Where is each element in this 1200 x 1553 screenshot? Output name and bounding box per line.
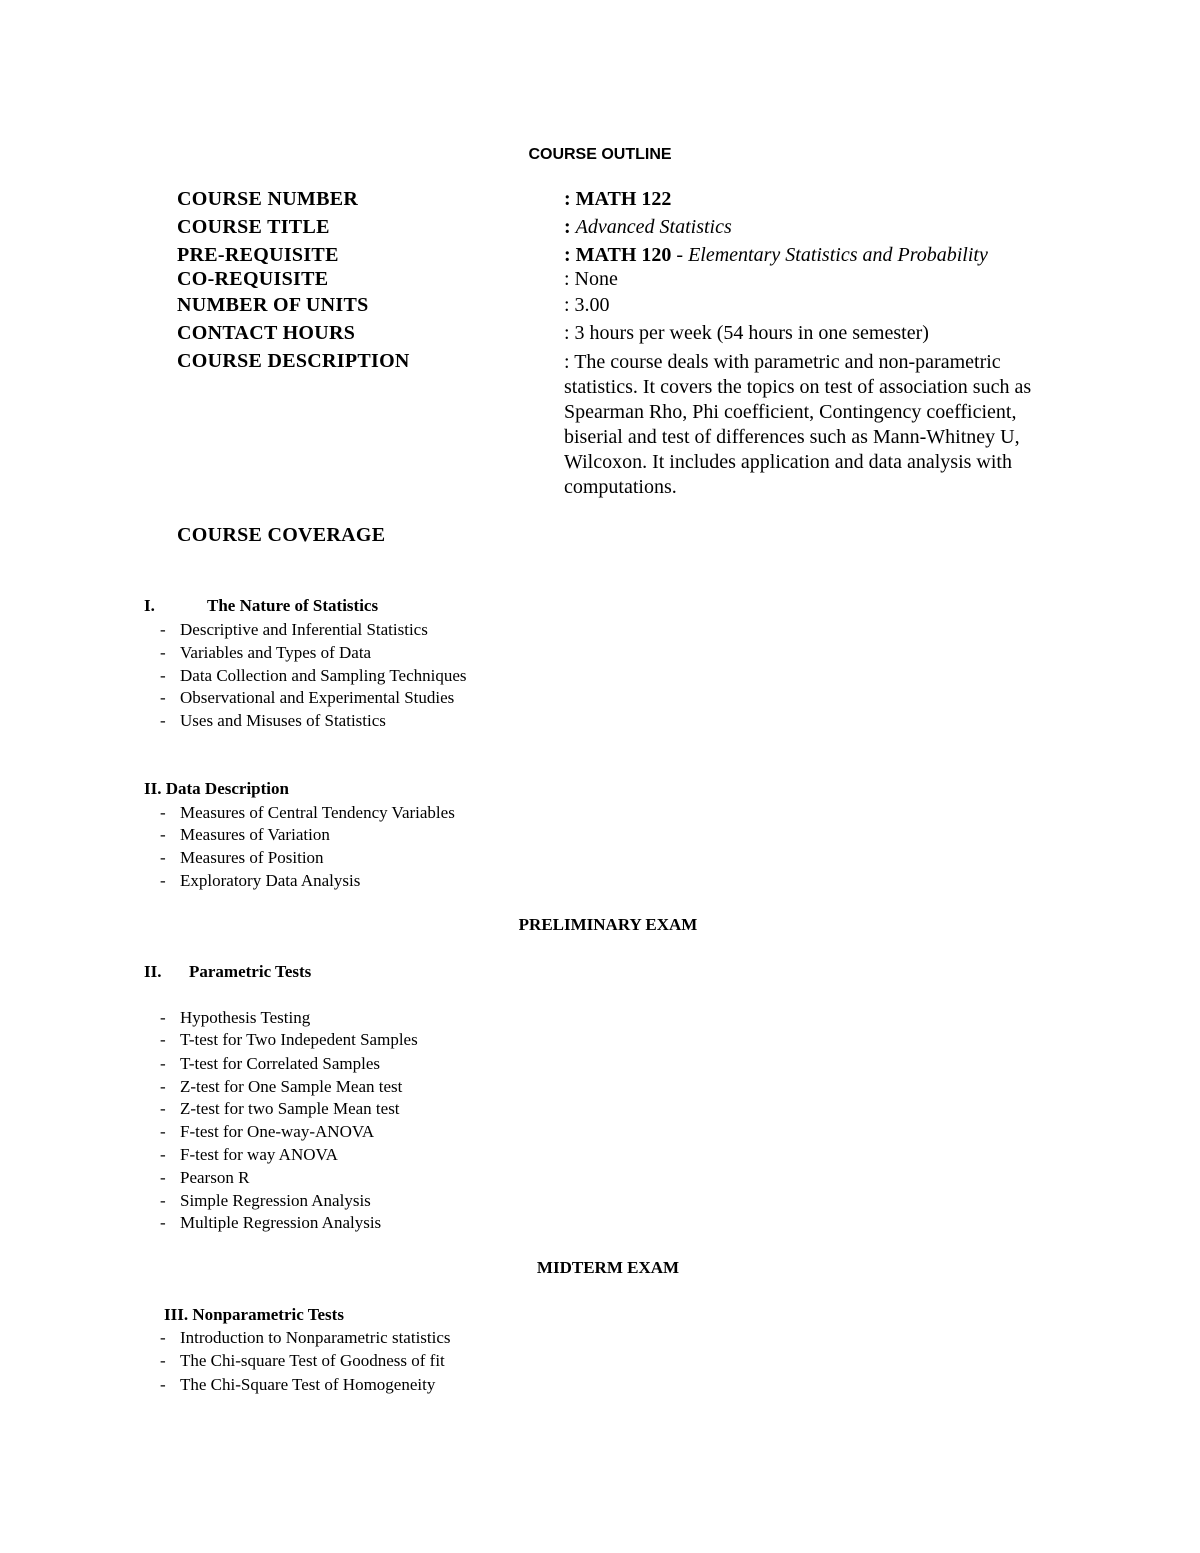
bullet: - <box>160 1168 166 1187</box>
description-value: : The course deals with parametric and non-parametric statistics. It covers the topics on test of association such as Spearman Rho, Phi coefficient, Contingency coefficient, biserial and test of differences such as Mann-Whitney U, Wilcoxon. It includes application and data analysis with computations. <box>564 351 1032 498</box>
bullet: - <box>160 1008 166 1027</box>
list-item: - Z-test for two Sample Mean test <box>160 1099 400 1118</box>
bullet: - <box>160 711 166 730</box>
course-title-text: Advanced Statistics <box>575 216 732 238</box>
units-label: NUMBER OF UNITS <box>177 294 369 316</box>
bullet: - <box>160 620 166 639</box>
prerequisite-value <box>564 244 988 267</box>
bullet: - <box>160 666 166 685</box>
bullet: - <box>160 825 166 844</box>
bullet: - <box>160 1122 166 1141</box>
list-item: - F-test for One-way-ANOVA <box>160 1122 375 1141</box>
bullet: - <box>160 1099 166 1118</box>
list-item: - Simple Regression Analysis <box>160 1191 371 1210</box>
prerequisite-sep: - <box>671 244 689 266</box>
list-item: - F-test for way ANOVA <box>160 1145 338 1164</box>
coverage-heading: COURSE COVERAGE <box>177 524 386 546</box>
description-label: COURSE DESCRIPTION <box>177 350 410 372</box>
list-item: - Observational and Experimental Studies <box>160 688 455 707</box>
contact-hours-value: : 3 hours per week (54 hours in one semester) <box>564 322 929 344</box>
midterm-exam-heading: MIDTERM EXAM <box>536 1258 680 1277</box>
list-item: - Hypothesis Testing <box>160 1008 311 1027</box>
bullet: - <box>160 643 166 662</box>
course-title-prefix: : <box>564 216 576 238</box>
list-item: - Measures of Position <box>160 848 324 867</box>
list-item: - Uses and Misuses of Statistics <box>160 711 386 730</box>
bullet: - <box>160 1030 166 1049</box>
list-item: - Z-test for One Sample Mean test <box>160 1077 403 1096</box>
list-item: - Multiple Regression Analysis <box>160 1213 382 1232</box>
list-item: - Variables and Types of Data <box>160 643 372 662</box>
list-item: - Exploratory Data Analysis <box>160 871 361 890</box>
course-number-value: : MATH 122 <box>564 188 672 210</box>
corequisite-value: : None <box>564 268 618 290</box>
list-item: - Introduction to Nonparametric statistics <box>160 1328 451 1347</box>
bullet: - <box>160 1351 166 1370</box>
contact-hours-label: CONTACT HOURS <box>177 322 356 344</box>
units-value: : 3.00 <box>564 294 610 316</box>
list-item: - T-test for Correlated Samples <box>160 1054 381 1073</box>
bullet: - <box>160 688 166 707</box>
list-item: - The Chi-Square Test of Homogeneity <box>160 1375 436 1394</box>
page-title: COURSE OUTLINE <box>528 146 672 163</box>
bullet: - <box>160 1328 166 1347</box>
bullet: - <box>160 1213 166 1232</box>
prerequisite-label: PRE-REQUISITE <box>177 244 339 266</box>
list-item: - The Chi-square Test of Goodness of fit <box>160 1351 445 1370</box>
corequisite-label: CO-REQUISITE <box>177 268 329 290</box>
section-4-heading: III. Nonparametric Tests <box>164 1305 344 1324</box>
list-item: - Measures of Central Tendency Variables <box>160 803 455 822</box>
preliminary-exam-heading: PRELIMINARY EXAM <box>518 915 698 934</box>
list-item: - T-test for Two Indepedent Samples <box>160 1030 418 1049</box>
bullet: - <box>160 1054 166 1073</box>
bullet: - <box>160 871 166 890</box>
course-title-value <box>564 216 732 239</box>
course-number-label: COURSE NUMBER <box>177 188 359 210</box>
bullet: - <box>160 1375 166 1394</box>
bullet: - <box>160 1145 166 1164</box>
list-item: - Data Collection and Sampling Techniques <box>160 666 467 685</box>
list-item: - Descriptive and Inferential Statistics <box>160 620 428 639</box>
bullet: - <box>160 848 166 867</box>
section-3-numeral: II. <box>144 962 162 981</box>
bullet: - <box>160 1191 166 1210</box>
list-item: - Measures of Variation <box>160 825 330 844</box>
bullet: - <box>160 1077 166 1096</box>
section-1-title: The Nature of Statistics <box>207 596 379 615</box>
bullet: - <box>160 803 166 822</box>
section-3-title: Parametric Tests <box>189 962 312 981</box>
section-2-heading: II. Data Description <box>144 779 289 798</box>
prerequisite-code: : MATH 120 <box>564 244 672 266</box>
section-1-numeral: I. <box>144 596 155 615</box>
prerequisite-name: Elementary Statistics and Probability <box>688 244 988 266</box>
course-title-label: COURSE TITLE <box>177 216 330 238</box>
list-item: - Pearson R <box>160 1168 250 1187</box>
